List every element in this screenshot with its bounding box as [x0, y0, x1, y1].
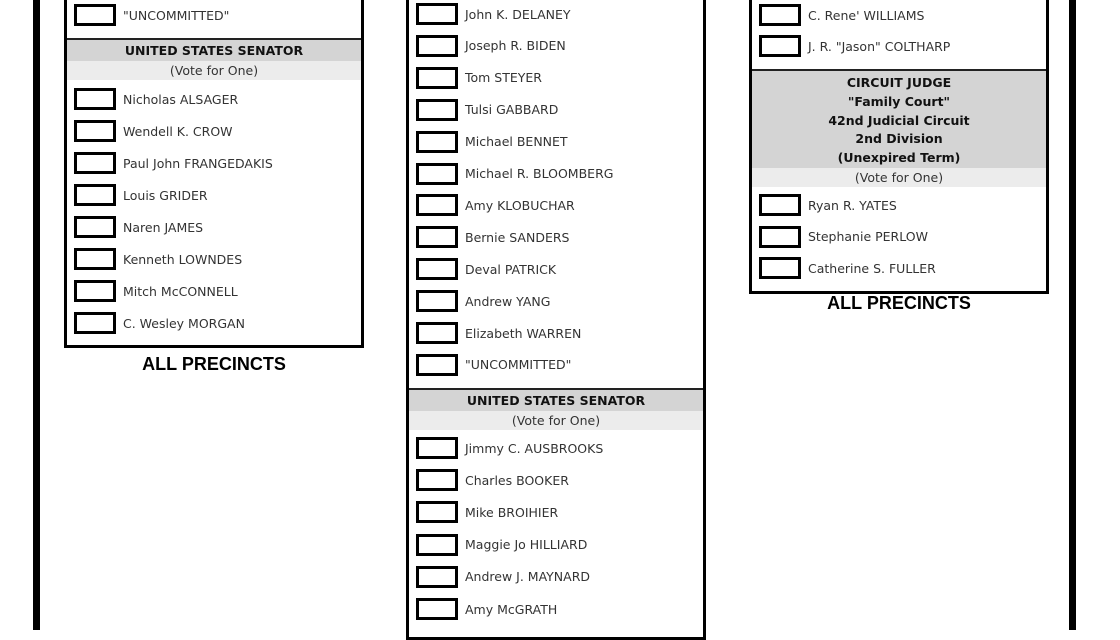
race-title: UNITED STATES SENATOR	[409, 390, 703, 411]
candidate-row[interactable]	[416, 161, 613, 187]
vote-checkbox[interactable]	[416, 354, 458, 376]
candidate-row[interactable]	[74, 118, 233, 144]
vote-checkbox[interactable]	[74, 4, 116, 26]
candidate-name: Deval PATRICK	[465, 261, 557, 277]
candidate-name: Charles BOOKER	[465, 472, 569, 488]
vote-checkbox[interactable]	[74, 88, 116, 110]
race-title-line: CIRCUIT JUDGE	[846, 75, 952, 90]
vote-instruction: (Vote for One)	[67, 61, 361, 80]
candidate-name: Ryan R. YATES	[808, 197, 897, 213]
candidate-name: Jimmy C. AUSBROOKS	[465, 440, 604, 456]
candidate-name: "UNCOMMITTED"	[123, 7, 230, 23]
candidate-name: John K. DELANEY	[465, 6, 571, 22]
vote-checkbox[interactable]	[74, 120, 116, 142]
candidate-row[interactable]	[759, 2, 924, 28]
vote-checkbox[interactable]	[416, 226, 458, 248]
vote-checkbox[interactable]	[759, 226, 801, 248]
vote-checkbox[interactable]	[416, 437, 458, 459]
candidate-name: Bernie SANDERS	[465, 229, 570, 245]
candidate-row[interactable]	[416, 467, 569, 493]
vote-checkbox[interactable]	[416, 258, 458, 280]
race-title-line: 2nd Division	[855, 131, 943, 147]
candidate-row[interactable]	[74, 86, 238, 112]
candidate-row[interactable]	[416, 129, 568, 155]
vote-checkbox[interactable]	[74, 152, 116, 174]
vote-checkbox[interactable]	[416, 3, 458, 25]
candidate-row[interactable]	[759, 255, 936, 281]
vote-checkbox[interactable]	[759, 35, 801, 57]
candidate-row[interactable]	[74, 310, 245, 336]
vote-checkbox[interactable]	[74, 248, 116, 270]
right-column	[749, 0, 1049, 294]
candidate-name: Tom STEYER	[465, 70, 542, 86]
candidate-name: Catherine S. FULLER	[808, 260, 936, 276]
candidate-row[interactable]	[416, 224, 569, 250]
candidate-row[interactable]	[416, 435, 603, 461]
race-title: UNITED STATES SENATOR	[67, 40, 361, 61]
candidate-name: C. Rene' WILLIAMS	[808, 7, 925, 23]
candidate-row[interactable]	[759, 33, 950, 59]
left-column	[64, 0, 364, 348]
candidate-row[interactable]	[74, 214, 203, 240]
vote-checkbox[interactable]	[416, 67, 458, 89]
candidate-row[interactable]	[416, 320, 581, 346]
candidate-name: Amy KLOBUCHAR	[465, 197, 575, 213]
candidate-name: C. Wesley MORGAN	[123, 315, 245, 331]
vote-checkbox[interactable]	[416, 290, 458, 312]
candidate-name: Andrew J. MAYNARD	[465, 569, 591, 585]
vote-checkbox[interactable]	[416, 534, 458, 556]
vote-checkbox[interactable]	[74, 216, 116, 238]
vote-checkbox[interactable]	[416, 35, 458, 57]
candidate-name: Joseph R. BIDEN	[465, 38, 566, 54]
candidate-row[interactable]	[74, 278, 238, 304]
vote-checkbox[interactable]	[416, 194, 458, 216]
candidate-name: "UNCOMMITTED"	[465, 357, 572, 373]
ballot-border-right	[1069, 0, 1076, 630]
candidate-row[interactable]	[759, 192, 897, 218]
candidate-name: Amy McGRATH	[465, 601, 558, 617]
candidate-name: Andrew YANG	[465, 293, 551, 309]
vote-checkbox[interactable]	[416, 469, 458, 491]
candidate-row[interactable]	[416, 352, 571, 378]
vote-checkbox[interactable]	[416, 322, 458, 344]
candidate-row[interactable]	[416, 97, 558, 123]
middle-column	[406, 0, 706, 640]
candidate-row[interactable]	[416, 532, 587, 558]
candidate-name: Maggie Jo HILLIARD	[465, 537, 588, 553]
vote-checkbox[interactable]	[74, 280, 116, 302]
candidate-row[interactable]	[74, 182, 208, 208]
precincts-label-left: ALL PRECINCTS	[142, 354, 286, 374]
candidate-name: Michael R. BLOOMBERG	[465, 166, 614, 181]
race-title-line: "Family Court"	[847, 93, 951, 109]
candidate-name: Wendell K. CROW	[123, 123, 233, 139]
vote-checkbox[interactable]	[759, 194, 801, 216]
vote-checkbox[interactable]	[74, 312, 116, 334]
candidate-row[interactable]	[416, 65, 542, 91]
candidate-name: Louis GRIDER	[123, 187, 208, 203]
precincts-label-right: ALL PRECINCTS	[827, 293, 971, 313]
candidate-row[interactable]	[759, 224, 928, 250]
candidate-row[interactable]	[416, 288, 550, 314]
candidate-row[interactable]	[416, 1, 571, 27]
candidate-row[interactable]	[74, 2, 229, 28]
vote-instruction: (Vote for One)	[752, 168, 1046, 187]
vote-checkbox[interactable]	[416, 566, 458, 588]
candidate-row[interactable]	[74, 246, 242, 272]
candidate-name: Michael BENNET	[465, 134, 568, 150]
candidate-name: Paul John FRANGEDAKIS	[123, 155, 273, 171]
race-title-line: (Unexpired Term)	[837, 150, 961, 166]
vote-checkbox[interactable]	[759, 257, 801, 279]
candidate-row[interactable]	[416, 192, 575, 218]
candidate-name: J. R. "Jason" COLTHARP	[808, 38, 951, 54]
vote-instruction: (Vote for One)	[409, 411, 703, 430]
race-title	[752, 71, 1046, 168]
candidate-name: Stephanie PERLOW	[808, 229, 928, 244]
candidate-row[interactable]	[416, 256, 556, 282]
vote-checkbox[interactable]	[416, 598, 458, 620]
candidate-row[interactable]	[416, 564, 590, 590]
race-title-line: 42nd Judicial Circuit	[828, 112, 970, 128]
vote-checkbox[interactable]	[416, 99, 458, 121]
candidate-row[interactable]	[74, 150, 273, 176]
candidate-row[interactable]	[416, 33, 566, 59]
candidate-name: Mike BROIHIER	[465, 504, 559, 520]
vote-checkbox[interactable]	[416, 501, 458, 523]
ballot-border-left	[33, 0, 40, 630]
candidate-name: Mitch McCONNELL	[123, 283, 238, 299]
candidate-row[interactable]	[416, 499, 558, 525]
candidate-name: Nicholas ALSAGER	[123, 91, 239, 107]
candidate-name: Kenneth LOWNDES	[123, 251, 243, 267]
vote-checkbox[interactable]	[759, 4, 801, 26]
candidate-name: Elizabeth WARREN	[465, 325, 582, 341]
vote-checkbox[interactable]	[416, 163, 458, 185]
vote-checkbox[interactable]	[74, 184, 116, 206]
candidate-name: Naren JAMES	[123, 219, 204, 235]
vote-checkbox[interactable]	[416, 131, 458, 153]
candidate-name: Tulsi GABBARD	[465, 102, 559, 118]
candidate-row[interactable]	[416, 596, 557, 622]
